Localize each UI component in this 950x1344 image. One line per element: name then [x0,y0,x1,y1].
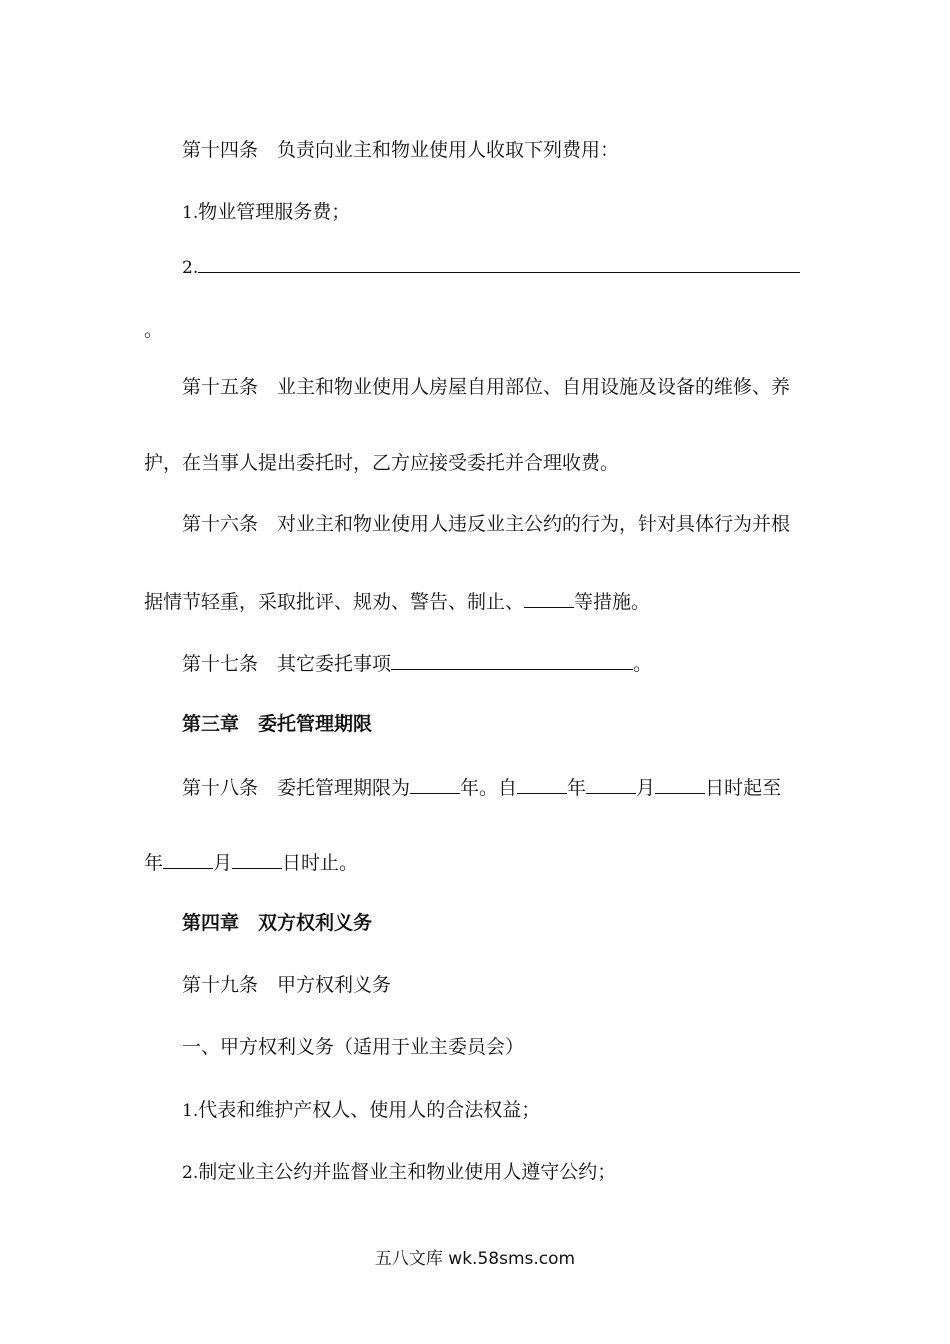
fill-in-blank [163,849,213,869]
article-18-text: 月 [213,852,233,874]
article-16-cont-a: 据情节轻重，采取批评、规劝、警告、制止、 [144,591,525,613]
chapter-3-heading [182,712,372,736]
fill-in-blank [198,253,800,273]
article-18-head: 第十八条 [182,777,259,799]
chapter-3-head: 第三章 [182,713,240,735]
article-14-item-2 [182,253,800,280]
item-number: 2. [182,1163,199,1183]
item-text: 物业管理服务费； [198,201,351,223]
article-18-text: 委托管理期限为 [277,777,411,799]
article-15-continuation: 护，在当事人提出委托时，乙方应接受委托并合理收费。 [144,452,620,474]
article-18-continuation [144,849,358,875]
fill-in-blank [391,650,633,670]
article-16-head: 第十六条 [182,513,259,535]
article-19-head: 第十九条 [182,974,259,996]
item-number: 1. [182,1101,199,1121]
article-17-end: 。 [633,653,653,675]
fill-in-blank [586,774,636,794]
list-item-1 [182,1098,540,1123]
item-number: 1. [182,203,199,223]
article-15-text: 业主和物业使用人房屋自用部位、自用设施及设备的维修、养 [277,376,791,398]
article-14 [182,138,619,162]
article-14-item-2-end: 。 [144,319,164,341]
item-text: 代表和维护产权人、使用人的合法权益； [198,1099,541,1121]
article-16-cont-b: 等措施。 [574,591,651,613]
article-18-text: 年 [144,852,164,874]
fill-in-blank [410,774,460,794]
page-footer: 五八文库 wk.58sms.com [374,1249,576,1269]
section-1-heading: 一、甲方权利义务（适用于业主委员会） [182,1036,525,1058]
article-16-continuation [144,588,650,614]
chapter-3-title: 委托管理期限 [258,713,373,735]
chapter-4-title: 双方权利义务 [258,912,373,934]
article-14-text: 负责向业主和物业使用人收取下列费用： [277,139,620,161]
article-16-text: 对业主和物业使用人违反业主公约的行为，针对具体行为并根 [277,513,791,535]
item-text: 制定业主公约并监督业主和物业使用人遵守公约； [198,1161,617,1183]
article-19 [182,973,391,997]
article-18-text: 日时起至 [705,777,782,799]
fill-in-blank [232,849,282,869]
fill-in-blank [517,774,567,794]
article-15-head: 第十五条 [182,376,259,398]
fill-in-blank [524,588,574,608]
article-18-text: 月 [636,777,656,799]
list-item-2 [182,1160,616,1185]
article-17 [182,650,652,676]
article-18 [182,774,781,800]
article-14-head: 第十四条 [182,139,259,161]
fill-in-blank [655,774,705,794]
article-18-text: 年 [567,777,587,799]
article-19-text: 甲方权利义务 [277,974,392,996]
chapter-4-head: 第四章 [182,912,240,934]
article-14-item-1 [182,200,350,225]
article-18-text: 年。自 [460,777,518,799]
chapter-4-heading [182,911,372,935]
article-15 [182,375,790,399]
article-16 [182,512,790,536]
article-17-head: 第十七条 [182,653,259,675]
article-17-text: 其它委托事项 [277,653,392,675]
article-18-text: 日时止。 [282,852,359,874]
item-number: 2. [182,258,199,278]
